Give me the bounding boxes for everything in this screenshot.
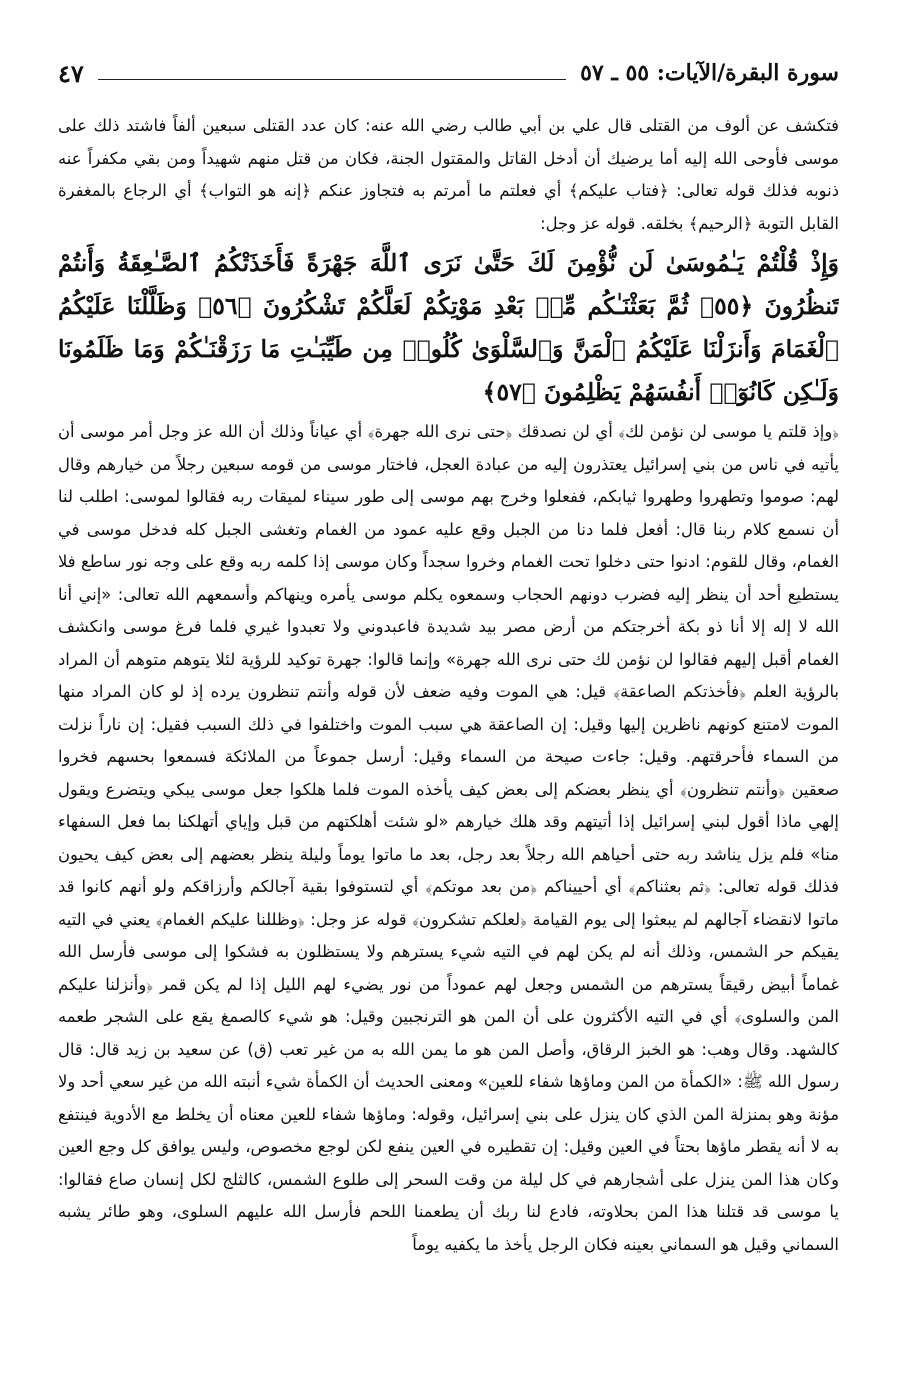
- quran-verses: وَإِذْ قُلْتُمْ يَـٰمُوسَىٰ لَن نُّؤْمِنَ لَكَ حَتَّىٰ نَرَى ٱللَّهَ جَهْرَةً فَأَخَذَتْكُمُ ٱلصَّـٰعِقَةُ وَأَنتُمْ تَنظُرُونَ ﴿٥٥﴾ ثُمَّ بَعَثْنَـٰكُم مِّنۢ بَعْدِ مَوْتِكُمْ لَعَلَّكُمْ تَشْكُرُونَ ﴿٥٦﴾ وَظَلَّلْنَا عَلَيْكُمُ ٱلْغَمَامَ وَأَنزَلْنَا عَلَيْكُمُ ٱلْمَنَّ وَٱلسَّلْوَىٰ كُلُوا۟ مِن طَيِّبَـٰتِ مَا رَزَقْنَـٰكُمْ وَمَا ظَلَمُونَا وَلَـٰكِن كَانُوٓا۟ أَنفُسَهُمْ يَظْلِمُونَ ﴿٥٧﴾: [58, 249, 839, 406]
- commentary-paragraph-main: ﴿وإذ قلتم يا موسى لن نؤمن لك﴾ أي لن نصدقك ﴿حتى نرى الله جهرة﴾ أي عياناً وذلك أن الله عز وجل أمر موسى أن يأتيه في ناس من بني إسرائيل يعتذرون إليه من عبادة العجل، فاختار موسى من قومه سبعين رجلاً من خيارهم وقال لهم: صوموا وتطهروا وطهروا ثيابكم، ففعلوا وخرج بهم موسى إلى طور سيناء لميقات ربه فقالوا لموسى: اطلب لنا أن نسمع كلام ربنا قال: أفعل فلما دنا من الجبل وقع عليه عمود من الغمام وتغشى الجبل كله فدخل موسى في الغمام، وقال للقوم: ادنوا حتى دخلوا تحت الغمام وخروا سجداً وكان موسى إذا كلمه ربه وقع على وجه نور ساطع فلا يستطيع أحد أن ينظر إليه فضرب دونهم الحجاب وسمعوه يكلم موسى يأمره وينهاكم وأسمعهم الله تعالى: «إني أنا الله لا إله إلا أنا ذو بكة أخرجتكم من أرض مصر بيد شديدة فاعبدوني ولا تعبدوا غيري فلما فرغ موسى وانكشف الغمام أقبل إليهم فقالوا لن نؤمن لك حتى نرى الله جهرة» وإنما قالوا: جهرة توكيد للرؤية لئلا يتوهم متوهم أن المراد بالرؤية العلم ﴿فأخذتكم الصاعقة﴾ قيل: هي الموت وفيه ضعف لأن قوله وأنتم تنظرون يرده إذ لو كان المراد منها الموت لامتنع كونهم ناظرين إليها وقيل: إن الصاعقة هي سبب الموت واختلفوا في ذلك السبب فقيل: إن ناراً نزلت من السماء فأحرقتهم. وقيل: جاءت صيحة من السماء وقيل: أرسل جموعاً من الملائكة فسمعوا بحسهم فخروا صعقين ﴿وأنتم تنظرون﴾ أي ينظر بعضكم إلى بعض كيف يأخذه الموت فلما هلكوا جعل موسى يبكي ويتضرع ويقول إلهي ماذا أقول لبني إسرائيل إذا أتيتهم وقد هلك خيارهم «لو شئت أهلكتهم من قبل وإياي أتهلكنا بما فعل السفهاء منا» فلم يزل يناشد ربه حتى أحياهم الله رجلاً بعد رجل، بعد ما ماتوا يوماً وليلة ينظر بعضهم إلى بعض كيف يحيون فذلك قوله تعالى: ﴿ثم بعثناكم﴾ أي أحييناكم ﴿من بعد موتكم﴾ أي لتستوفوا بقية آجالكم وأرزاقكم ولو أنهم كانوا قد ماتوا لانقضاء آجالهم لم يبعثوا إلى يوم القيامة ﴿لعلكم تشكرون﴾ قوله عز وجل: ﴿وظللنا عليكم الغمام﴾ يعني في التيه يقيكم حر الشمس، وذلك أنه لم يكن لهم في التيه شيء يسترهم ولا يستظلون به فشكوا إلى موسى فأرسل الله غماماً أبيض رقيقاً يسترهم من الشمس وجعل لهم عموداً من نور يضيء لهم الليل إذا لم يكن قمر ﴿وأنزلنا عليكم المن والسلوى﴾ أي في التيه الأكثرون على أن المن هو الترنجبين وقيل: هو شيء كالصمغ يقع على الشجر طعمه كالشهد. وقال وهب: هو الخبز الرقاق، وأصل المن هو ما يمن الله به من غير تعب (ق) عن سعيد بن زيد قال: قال رسول الله ﷺ: «الكمأة من المن وماؤها شفاء للعين» ومعنى الحديث أن الكمأة شيء أنبته الله من غير سعي أحد ولا مؤنة وهو بمنزلة المن الذي كان ينزل على بني إسرائيل، وقوله: وماؤها شفاء للعين معناه أن يخلط مع الأدوية فينتفع به لا أنه يقطر ماؤها بحتاً في العين وقيل: إن تقطيره في العين ينفع لكن لوجع مخصوص، وليس يوافق كل وجع العين وكان هذا المن ينزل على أشجارهم في كل ليلة من وقت السحر إلى طلوع الشمس، كالثلج لكل إنسان صاع فقالوا: يا موسى قد قتلنا هذا المن بحلاوته، فادع لنا ربك أن يطعمنا اللحم فأرسل الله عليهم السلوى، وهو طائر يشبه السماني وقيل هو السماني بعينه فكان الرجل يأخذ ما يكفيه يوماً: [58, 422, 839, 1254]
- page-header: [58, 56, 839, 90]
- page-body: [58, 110, 839, 1353]
- header-divider: [98, 79, 566, 80]
- surah-title: سورة البقرة/الآيات: ٥٥ ـ ٥٧: [580, 60, 839, 86]
- page-number: ٤٧: [58, 58, 84, 88]
- commentary-paragraph-intro: فتكشف عن ألوف من القتلى قال علي بن أبي طالب رضي الله عنه: كان عدد القتلى سبعين ألفاً فاشتد ذلك على موسى فأوحى الله إليه أما يرضيك أن أدخل القاتل والمقتول الجنة، فكان من قتل منهم شهيداً ومن بقي مكفراً عنه ذنوبه فذلك قوله تعالى: ﴿فتاب عليكم﴾ أي فعلتم ما أمرتم به فتجاوز عنكم ﴿إنه هو التواب﴾ أي الرجاع بالمغفرة القابل التوبة ﴿الرحيم﴾ بخلقه. قوله عز وجل:: [58, 116, 839, 233]
